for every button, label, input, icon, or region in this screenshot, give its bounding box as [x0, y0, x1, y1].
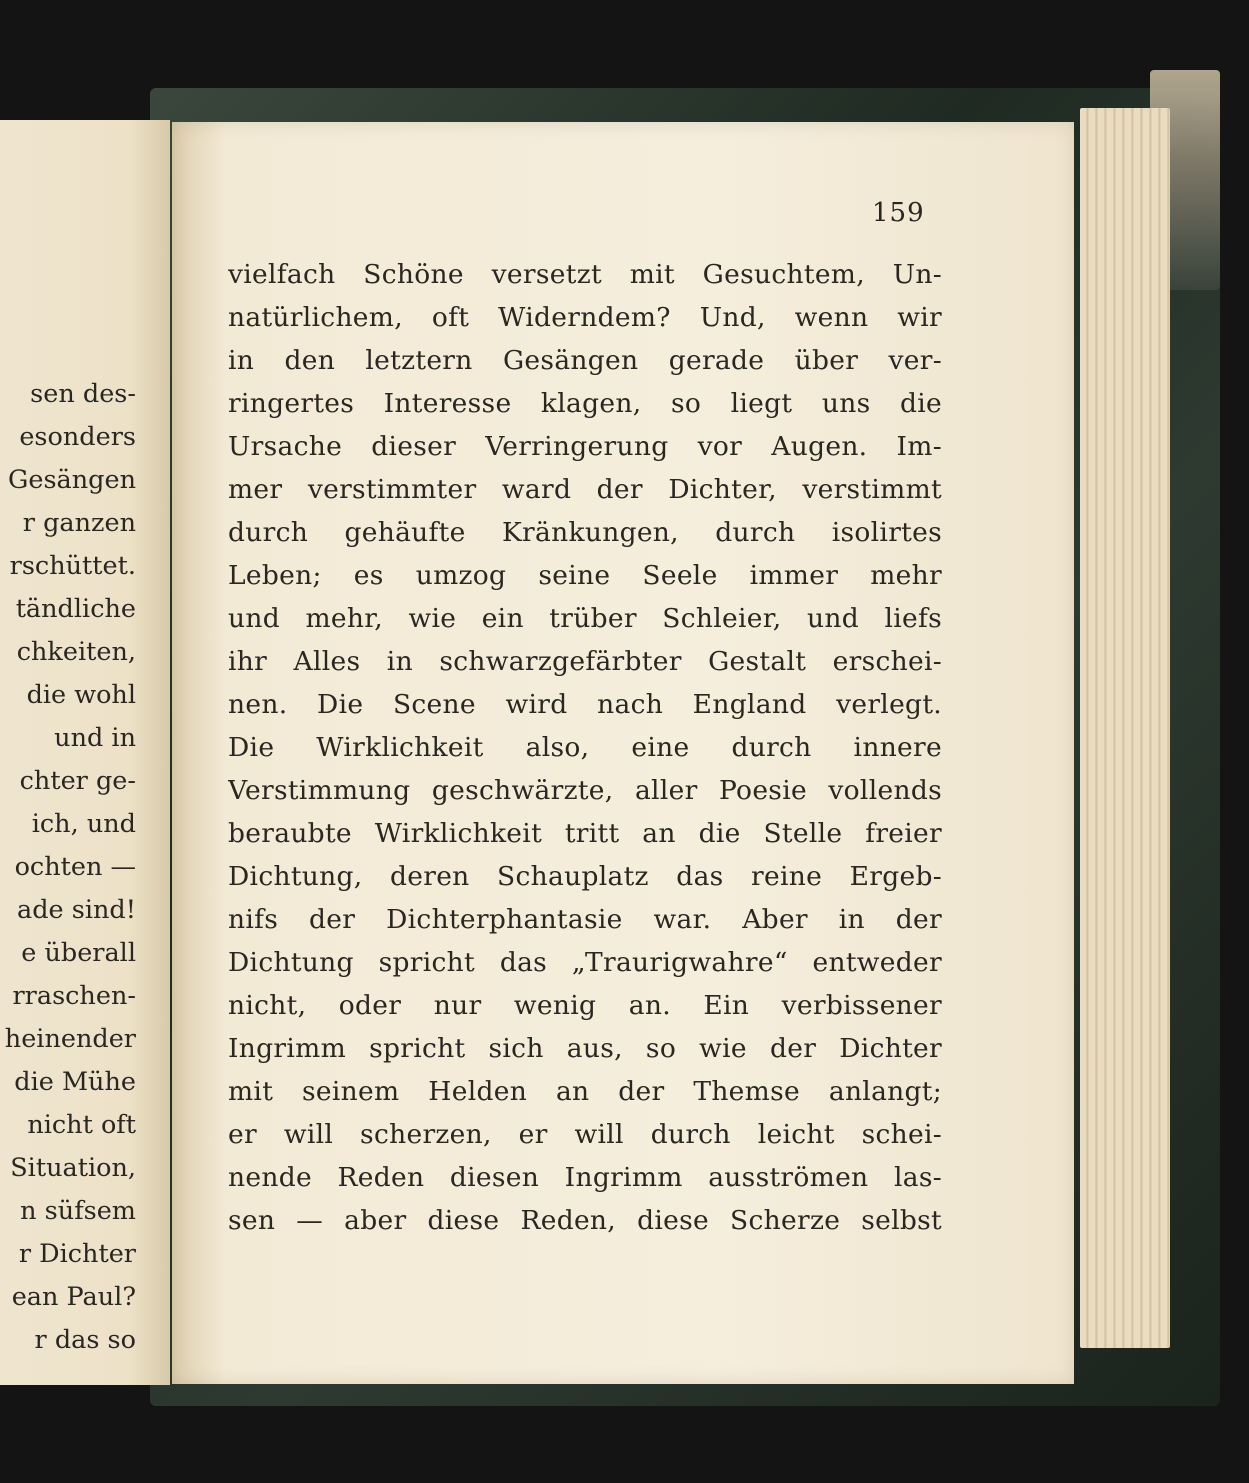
text-line: nifs der Dichterphantasie war. Aber in der — [228, 904, 942, 935]
text-line: nicht, oder nur wenig an. Ein verbissener — [228, 990, 942, 1021]
left-text-line: esonders — [19, 422, 136, 452]
left-text-line: rraschen- — [12, 981, 136, 1011]
left-text-line: nicht oft — [27, 1110, 136, 1140]
text-line: ihr Alles in schwarzgefärbter Gestalt erschei- — [228, 646, 942, 677]
page-edges — [1080, 108, 1170, 1348]
left-text-line: rschüttet. — [9, 551, 136, 581]
text-line: vielfach Schöne versetzt mit Gesuchtem, Un- — [228, 259, 942, 290]
left-text-line: chkeiten, — [16, 637, 136, 667]
text-line: Die Wirklichkeit also, eine durch innere — [228, 732, 942, 763]
left-text-line: e überall — [21, 938, 136, 968]
left-text-line: die wohl — [26, 680, 136, 710]
left-page-text — [0, 373, 136, 1362]
text-line: beraubte Wirklichkeit tritt an die Stelle freier — [228, 818, 942, 849]
left-text-line: r Dichter — [18, 1239, 136, 1269]
text-line: mit seinem Helden an der Themse anlangt; — [228, 1076, 942, 1107]
left-text-line: ich, und — [31, 809, 136, 839]
left-page — [0, 120, 170, 1385]
left-text-line: die Mühe — [14, 1067, 136, 1097]
left-text-line: Situation, — [10, 1153, 136, 1183]
left-text-line: ean Paul? — [11, 1282, 136, 1312]
left-text-line: chter ge- — [19, 766, 136, 796]
left-text-line: ade sind! — [17, 895, 136, 925]
text-line: nende Reden diesen Ingrimm ausströmen las- — [228, 1162, 942, 1193]
text-line: sen — aber diese Reden, diese Scherze selbst — [228, 1205, 942, 1236]
left-text-line: und in — [54, 723, 136, 753]
text-line: er will scherzen, er will durch leicht schei- — [228, 1119, 942, 1150]
left-text-line: ochten — — [14, 852, 136, 882]
text-line: natürlichem, oft Widerndem? Und, wenn wir — [228, 302, 942, 333]
text-line: Leben; es umzog seine Seele immer mehr — [228, 560, 942, 591]
left-text-line: heinender — [4, 1024, 136, 1054]
text-line: nen. Die Scene wird nach England verlegt. — [228, 689, 942, 720]
text-line: ringertes Interesse klagen, so liegt uns die — [228, 388, 942, 419]
body-text — [228, 253, 942, 1242]
text-line: Dichtung spricht das „Traurigwahre“ entweder — [228, 947, 942, 978]
text-line: in den letztern Gesängen gerade über ver- — [228, 345, 942, 376]
text-line: Ingrimm spricht sich aus, so wie der Dichter — [228, 1033, 942, 1064]
left-text-line: sen des- — [30, 379, 136, 409]
left-text-line: tändliche — [15, 594, 136, 624]
text-line: mer verstimmter ward der Dichter, verstimmt — [228, 474, 942, 505]
left-text-line: r ganzen — [22, 508, 136, 538]
text-line: und mehr, wie ein trüber Schleier, und liefs — [228, 603, 942, 634]
text-line: Ursache dieser Verringerung vor Augen. Im- — [228, 431, 942, 462]
text-line: Dichtung, deren Schauplatz das reine Ergeb- — [228, 861, 942, 892]
left-text-line: n süfsem — [20, 1196, 136, 1226]
left-text-line: Gesängen — [7, 465, 136, 495]
page-number: 159 — [872, 198, 925, 228]
text-line: durch gehäufte Kränkungen, durch isolirtes — [228, 517, 942, 548]
left-text-line: r das so — [34, 1325, 136, 1355]
text-line: Verstimmung geschwärzte, aller Poesie vollends — [228, 775, 942, 806]
